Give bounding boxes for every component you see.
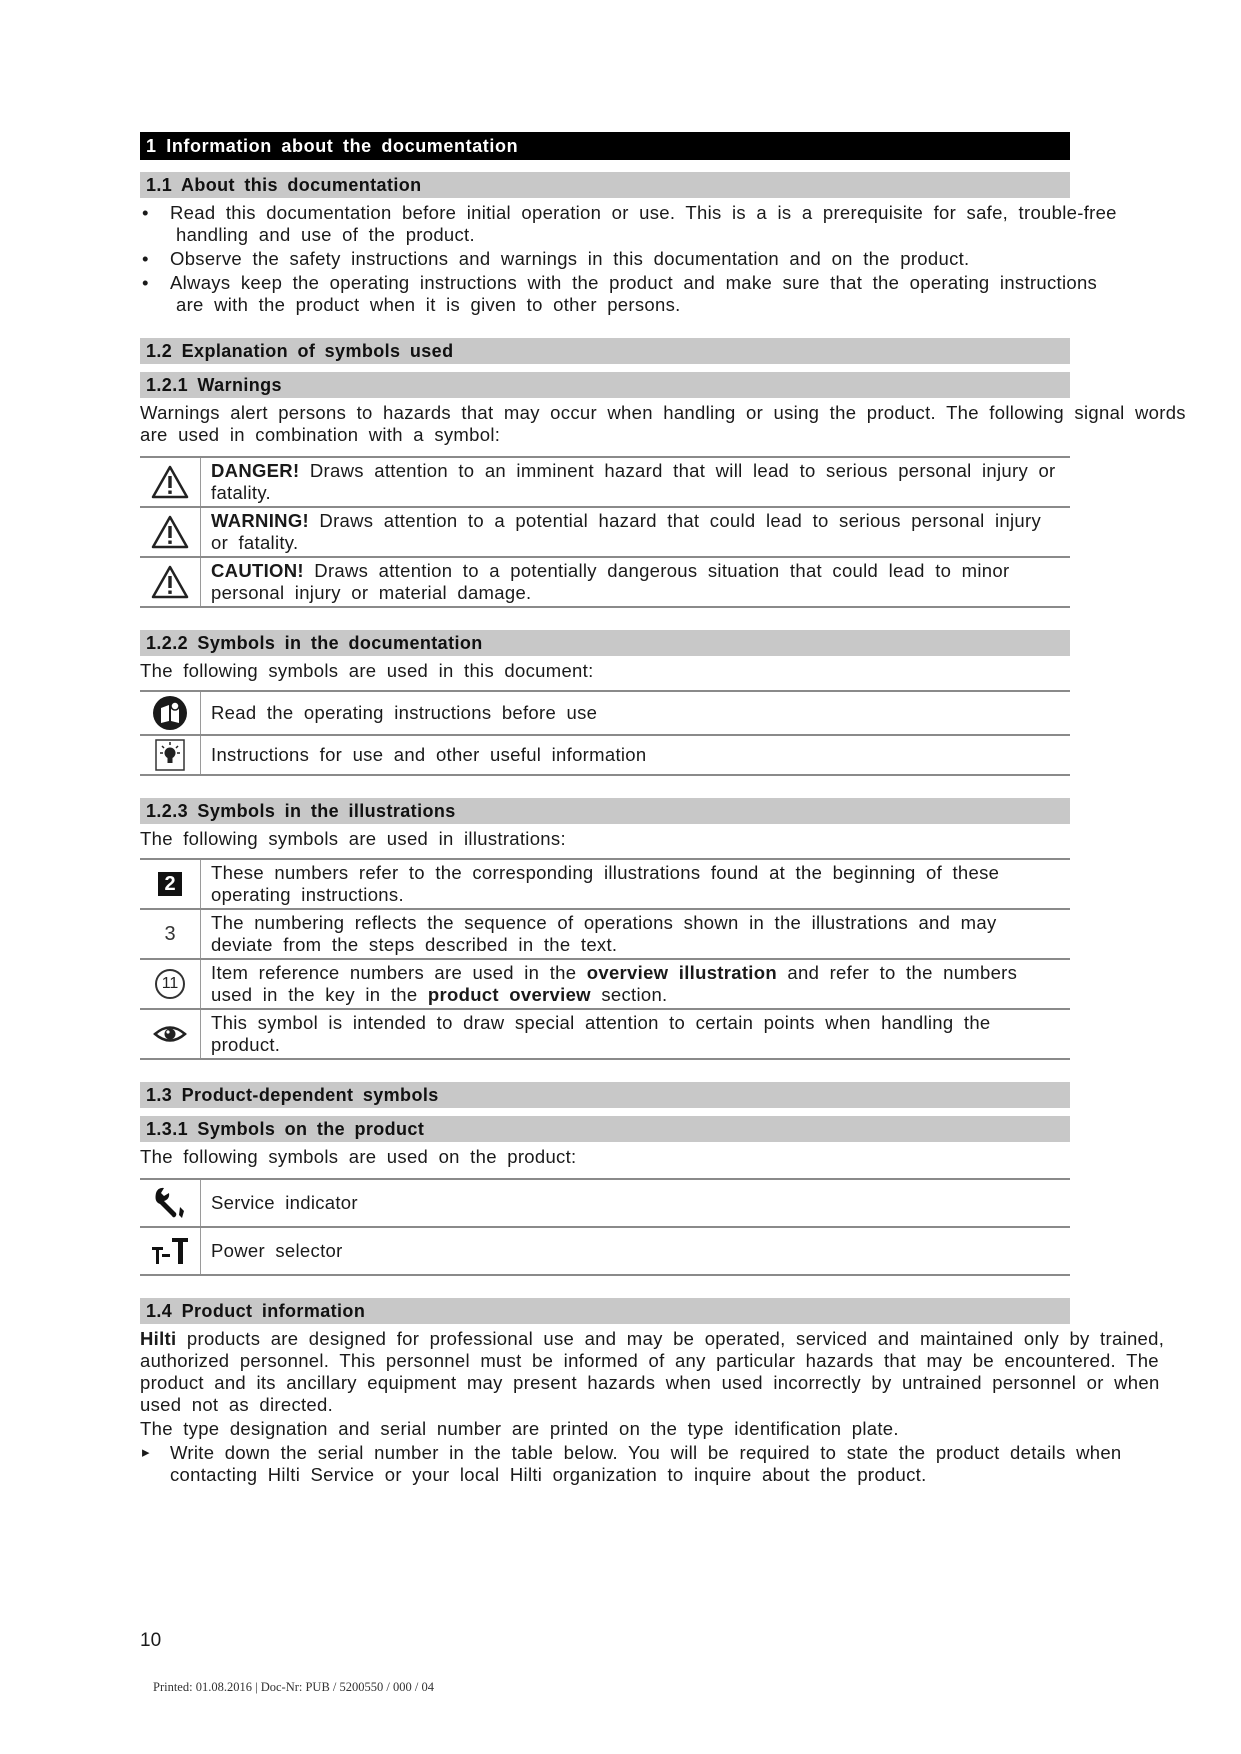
doc-symbols-intro: The following symbols are used in this document:	[140, 660, 594, 681]
table-row: This symbol is intended to draw special attention to certain points when handling the product.	[140, 1009, 1070, 1059]
section-1-heading: 1 Information about the documentation	[140, 132, 1070, 160]
table-row: 2 These numbers refer to the corresponding illustrations found at the beginning of these operating instructions.	[140, 859, 1070, 909]
serial-number-step: ▸ Write down the serial number in the table below. You will be required to state the product details when contacting Hilti Service or your local Hilti organization to inquire about the product.	[140, 1442, 1206, 1486]
doc-symbols-table	[140, 690, 1070, 776]
product-symbols-table	[140, 1178, 1070, 1276]
section-1-3-1-heading: 1.3.1 Symbols on the product	[140, 1116, 1070, 1142]
table-row: DANGER! Draws attention to an imminent hazard that will lead to serious personal injury or fatality.	[140, 457, 1070, 507]
section-1-4-heading: 1.4 Product information	[140, 1298, 1070, 1324]
table-row: 3 The numbering reflects the sequence of operations shown in the illustrations and may deviate from the steps described in the text.	[140, 909, 1070, 959]
section-1-2-1-heading: 1.2.1 Warnings	[140, 372, 1070, 398]
table-row: 11 Item reference numbers are used in the overview illustration and refer to the numbers used in the key in the product overview section.	[140, 959, 1070, 1009]
table-row: Instructions for use and other useful information	[140, 735, 1070, 775]
power-selector-icon	[150, 1235, 190, 1267]
table-row: Power selector	[140, 1227, 1070, 1275]
section-1-1-heading: 1.1 About this documentation	[140, 172, 1070, 198]
item-reference-icon: 11	[155, 969, 185, 999]
illustration-symbols-intro: The following symbols are used in illustrations:	[140, 828, 566, 849]
bullet-item: • Always keep the operating instructions with the product and make sure that the operating instructions are with the product when it is given to other persons.	[140, 272, 1206, 316]
info-lightbulb-icon	[155, 739, 185, 771]
bullet-item: • Observe the safety instructions and warnings in this documentation and on the product.	[140, 248, 1206, 270]
page-number: 10	[140, 1630, 162, 1651]
product-info-paragraph: Hilti products are designed for professional use and may be operated, serviced and maintained only by trained, authorized personnel. This personnel must be informed of any particular hazards that may be encountered. The product and its ancillary equipment may present hazards when used incorrectly by untrained personnel or when used not as directed.	[140, 1328, 1165, 1415]
wrench-icon	[152, 1185, 188, 1221]
about-bullets	[140, 202, 1206, 316]
type-plate-paragraph: The type designation and serial number are printed on the type identification plate.	[140, 1418, 899, 1439]
table-row: Service indicator	[140, 1179, 1070, 1227]
warning-triangle-icon	[151, 515, 189, 549]
read-manual-icon	[151, 694, 189, 732]
illustration-number-icon: 2	[158, 872, 182, 896]
table-row: CAUTION! Draws attention to a potentially dangerous situation that could lead to minor personal injury or material damage.	[140, 557, 1070, 607]
sequence-number-icon: 3	[164, 922, 176, 945]
brand-name: Hilti	[140, 1328, 177, 1349]
section-1-2-heading: 1.2 Explanation of symbols used	[140, 338, 1070, 364]
section-1-2-2-heading: 1.2.2 Symbols in the documentation	[140, 630, 1070, 656]
illustration-symbols-table	[140, 858, 1070, 1060]
eye-icon	[153, 1023, 187, 1045]
warning-triangle-icon	[151, 565, 189, 599]
table-row: WARNING! Draws attention to a potential hazard that could lead to serious personal injury or fatality.	[140, 507, 1070, 557]
print-footer: Printed: 01.08.2016 | Doc-Nr: PUB / 5200550 / 000 / 04	[153, 1680, 434, 1694]
page-body	[140, 132, 1206, 1486]
warnings-intro: Warnings alert persons to hazards that may occur when handling or using the product. The following signal words are used in combination with a symbol:	[140, 402, 1186, 445]
bullet-item: • Read this documentation before initial operation or use. This is a is a prerequisite for safe, trouble-free handling and use of the product.	[140, 202, 1206, 246]
product-symbols-intro: The following symbols are used on the product:	[140, 1146, 577, 1167]
section-1-2-3-heading: 1.2.3 Symbols in the illustrations	[140, 798, 1070, 824]
table-row: Read the operating instructions before use	[140, 691, 1070, 735]
section-1-3-heading: 1.3 Product-dependent symbols	[140, 1082, 1070, 1108]
warnings-table	[140, 456, 1070, 608]
warning-triangle-icon	[151, 465, 189, 499]
